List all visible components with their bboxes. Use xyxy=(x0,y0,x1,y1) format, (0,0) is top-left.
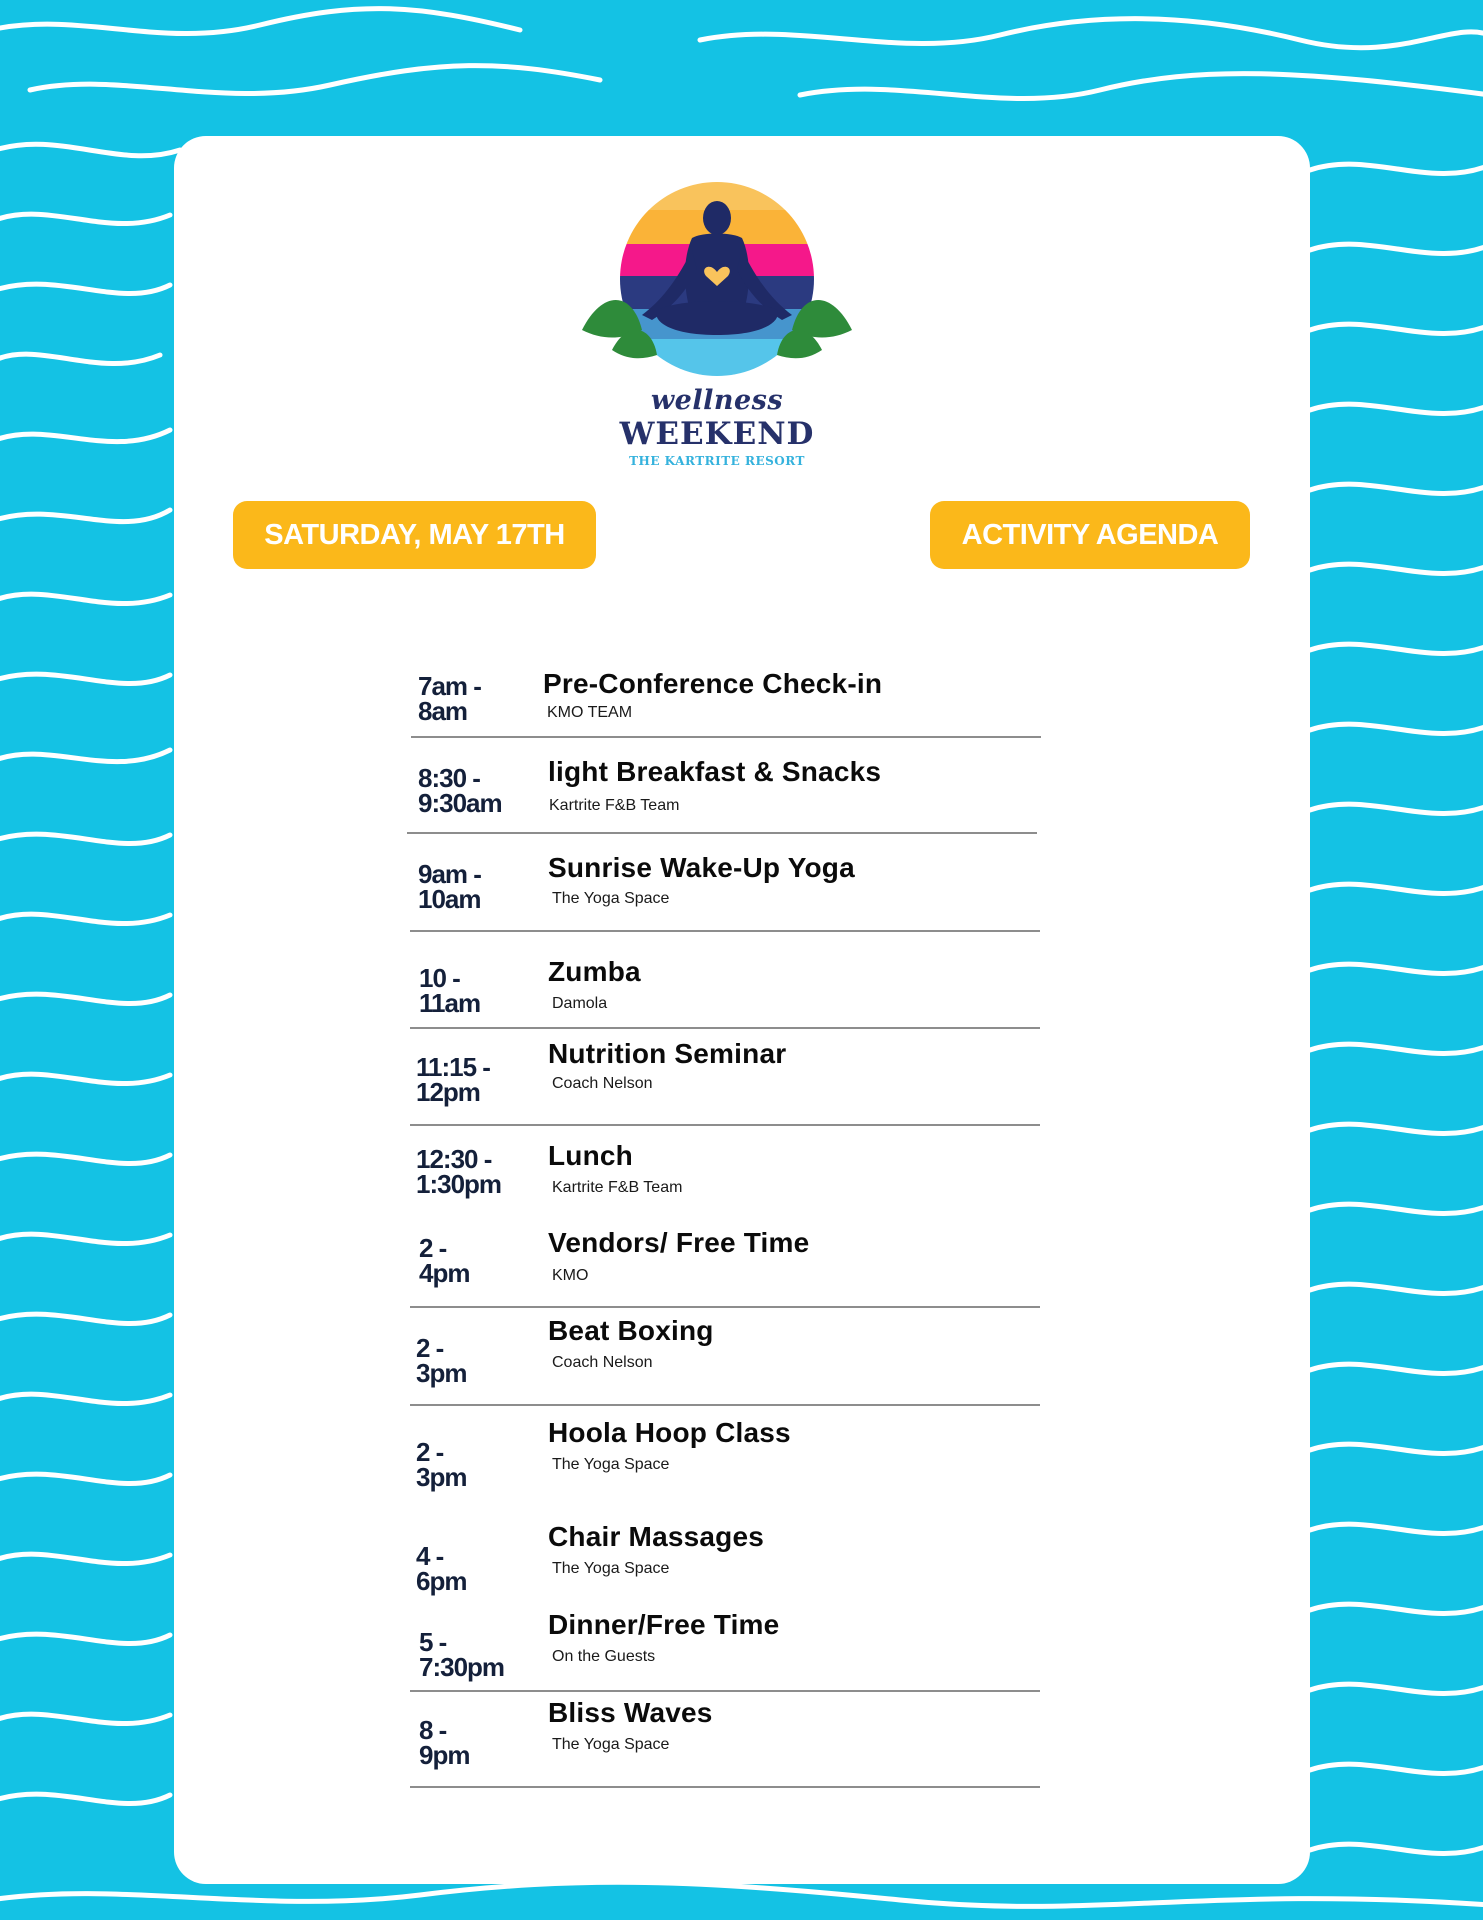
agenda-divider xyxy=(410,1306,1040,1308)
agenda-title: Vendors/ Free Time xyxy=(548,1227,810,1258)
agenda-divider xyxy=(410,1690,1040,1692)
agenda-badge: ACTIVITY AGENDA xyxy=(930,501,1250,569)
agenda-time: 12:30 - 1:30pm xyxy=(416,1144,502,1199)
agenda-title: Zumba xyxy=(548,956,641,987)
agenda-host: Coach Nelson xyxy=(552,1075,653,1092)
agenda-title: Dinner/Free Time xyxy=(548,1609,780,1640)
agenda-time: 2 - 3pm xyxy=(416,1437,467,1492)
agenda-title: Chair Massages xyxy=(548,1521,765,1552)
agenda-time: 11:15 - 12pm xyxy=(416,1052,490,1107)
agenda-divider xyxy=(410,1124,1040,1126)
agenda-title: light Breakfast & Snacks xyxy=(548,756,882,787)
agenda-host: Damola xyxy=(552,995,608,1012)
brand-line-resort: THE KARTRITE RESORT xyxy=(629,454,805,468)
agenda-divider xyxy=(407,832,1037,834)
agenda-divider xyxy=(411,736,1041,738)
agenda-divider xyxy=(410,1404,1040,1406)
agenda-host: Coach Nelson xyxy=(552,1354,653,1371)
agenda-title: Bliss Waves xyxy=(548,1697,713,1728)
brand-line-weekend: WEEKEND xyxy=(619,416,815,452)
agenda-title: Lunch xyxy=(548,1140,633,1171)
agenda-time: 4 - 6pm xyxy=(416,1541,467,1596)
agenda-title: Nutrition Seminar xyxy=(548,1038,787,1069)
agenda-time: 8 - 9pm xyxy=(419,1715,470,1770)
agenda-divider xyxy=(410,1786,1040,1788)
agenda-host: The Yoga Space xyxy=(552,1736,670,1753)
agenda-time: 2 - 3pm xyxy=(416,1333,467,1388)
agenda-host: On the Guests xyxy=(552,1648,656,1665)
agenda-host: The Yoga Space xyxy=(552,890,670,907)
agenda-time: 5 - 7:30pm xyxy=(419,1627,505,1682)
agenda-host: KMO xyxy=(552,1267,589,1284)
agenda-host: Kartrite F&B Team xyxy=(549,797,680,814)
agenda-host: Kartrite F&B Team xyxy=(552,1179,683,1196)
agenda-divider xyxy=(410,930,1040,932)
agenda-divider xyxy=(410,1027,1040,1029)
agenda-title: Beat Boxing xyxy=(548,1315,714,1346)
brand-wordmark xyxy=(572,385,862,471)
agenda-host: The Yoga Space xyxy=(552,1560,670,1577)
brand-line-wellness: wellness xyxy=(650,385,784,416)
date-badge: SATURDAY, MAY 17TH xyxy=(233,501,596,569)
agenda-host: KMO TEAM xyxy=(547,704,633,721)
agenda-time: 10 - 11am xyxy=(419,963,481,1018)
agenda-time: 7am - 8am xyxy=(418,671,481,726)
agenda-title: Hoola Hoop Class xyxy=(548,1417,791,1448)
agenda-host: The Yoga Space xyxy=(552,1456,670,1473)
agenda-time: 2 - 4pm xyxy=(419,1233,470,1288)
agenda-title: Sunrise Wake-Up Yoga xyxy=(548,852,855,883)
agenda-title: Pre-Conference Check-in xyxy=(543,668,883,699)
agenda-time: 8:30 - 9:30am xyxy=(418,763,502,818)
agenda-time: 9am - 10am xyxy=(418,859,481,914)
